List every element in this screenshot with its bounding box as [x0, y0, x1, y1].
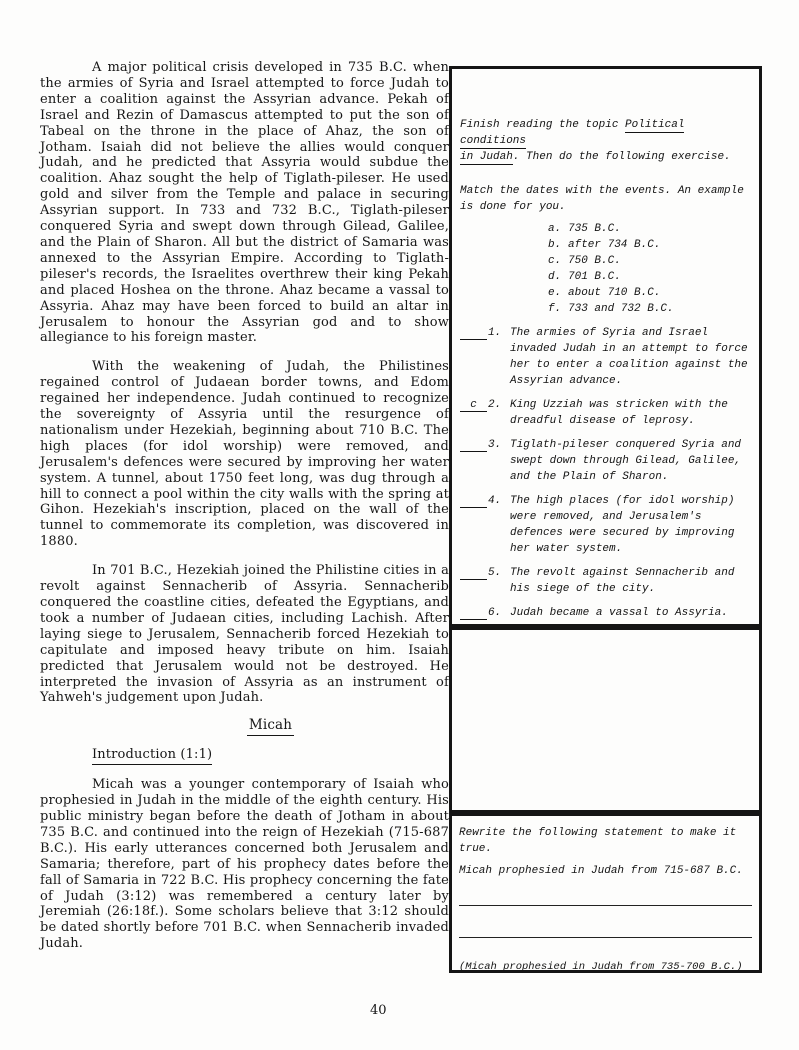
match-item-3 [460, 437, 751, 485]
item-number: 3. [488, 439, 502, 451]
date-option-e: e. about 710 B.C. [548, 287, 661, 299]
exercise-intro [460, 117, 751, 165]
intro-underlined-topic-2: in Judah [460, 151, 513, 163]
paragraph-political-crisis: A major political crisis developed in 735 B.C. when the armies of Syria and Israel attempted to force Judah to enter a coalition against the Assyrian advance. Pekah of Israel and Rezin of Damascus attempted to put the son of Tabeal on the throne in the place of Ahaz, the son of Jotham. Isaiah did not believe the allies would conquer Judah, and he predicted that Assyria would subdue the coalition. Ahaz sought the help of Tiglath-pileser. He used gold and silver from the Temple and palace in securing Assyrian support. In 733 and 732 B.C., Tiglath-pileser conquered Syria and swept down through Gilead, Galilee, and the Plain of Sharon. All but the district of Samaria was annexed to the Assyrian Empire. According to Tiglath-pileser's records, the Israelites overthrew their king Pekah and placed Hoshea on the throne. Ahaz became a vassal to Assyria. Ahaz may have been forced to build an altar in Jerusalem to honour the Assyrian god and to show allegiance to his foreign master. [40, 60, 449, 346]
item-number: 6. [488, 607, 502, 619]
page-number: 40 [370, 1003, 387, 1018]
match-item-5 [460, 565, 751, 597]
date-option-c: c. 750 B.C. [548, 255, 621, 267]
answer-line-2[interactable] [459, 937, 752, 938]
intro-text: Finish reading the topic [460, 119, 619, 131]
match-item-2 [460, 397, 751, 429]
exercise-box-rewrite [449, 813, 762, 973]
intro-text-2: . Then do the following exercise. [512, 151, 731, 163]
match-item-6 [460, 605, 751, 621]
intro-underlined-topic: Political conditions [460, 119, 685, 147]
match-item-1 [460, 325, 751, 389]
date-option-a: a. 735 B.C. [548, 223, 621, 235]
item-number: 1. [488, 327, 502, 339]
answer-blank-2[interactable]: c [460, 397, 487, 412]
paragraph-revolt-701: In 701 B.C., Hezekiah joined the Philistine cities in a revolt against Sennacherib of Assyria. Sennacherib conquered the coastline cities, defeated the Egyptians, and took a number of Judaean cities, including Lachish. After laying siege to Jerusalem, Sennacherib forced Hezekiah to capitulate and imposed heavy tribute on him. Isaiah predicted that Jerusalem would not be destroyed. He interpreted the invasion of Assyria as an instrument of Yahweh's judgement upon Judah. [40, 563, 449, 706]
section-heading-micah: Micah [40, 718, 449, 734]
article-column [40, 60, 449, 965]
item-text: The high places (for idol worship) were removed, and Jerusalem's defences were secured by improving her water system. [510, 495, 735, 555]
item-text: The revolt against Sennacherib and his siege of the city. [510, 567, 735, 595]
exercise-box-matching [449, 66, 762, 627]
subheading-introduction: Introduction (1:1) [40, 747, 449, 763]
answer-blank-1[interactable] [460, 325, 487, 340]
item-text: The armies of Syria and Israel invaded Judah in an attempt to force her to enter a coalition against the Assyrian advance. [510, 327, 748, 387]
answer-blank-5[interactable] [460, 565, 487, 580]
answer-blank-4[interactable] [460, 493, 487, 508]
date-option-f: f. 733 and 732 B.C. [548, 303, 674, 315]
match-item-4 [460, 493, 751, 557]
item-number: 2. [488, 399, 502, 411]
paragraph-weakening-judah: With the weakening of Judah, the Philistines regained control of Judaean border towns, and Edom regained her independence. Judah continued to recognize the sovereignty of Assyria until the resurgence of nationalism under Hezekiah, beginning about 710 B.C. The high places (for idol worship) were removed, and Jerusalem's defences were secured by improving her water system. A tunnel, about 1750 feet long, was dug through a hill to connect a pool within the city walls with the spring at Gihon. Hezekiah's inscription, placed on the wall of the tunnel to commemorate its completion, was discovered in 1880. [40, 359, 449, 550]
date-option-list [460, 221, 751, 317]
empty-workspace-box [449, 627, 762, 813]
rewrite-instruction: Rewrite the following statement to make it true. [459, 827, 737, 855]
date-option-b: b. after 734 B.C. [548, 239, 661, 251]
item-text: Tiglath-pileser conquered Syria and swept down through Gilead, Galilee, and the Plain of Sharon. [510, 439, 742, 483]
item-number: 5. [488, 567, 502, 579]
answer-blank-6[interactable] [460, 605, 487, 620]
answer-line-1[interactable] [459, 905, 752, 906]
item-text: Judah became a vassal to Assyria. [510, 607, 728, 619]
answer-blank-3[interactable] [460, 437, 487, 452]
item-text: King Uzziah was stricken with the dreadful disease of leprosy. [510, 399, 728, 427]
date-option-d: d. 701 B.C. [548, 271, 621, 283]
item-number: 4. [488, 495, 502, 507]
rewrite-statement: Micah prophesied in Judah from 715-687 B.C. [459, 865, 743, 877]
match-instruction: Match the dates with the events. An example is done for you. [460, 185, 744, 213]
rewrite-answer-key: (Micah prophesied in Judah from 735-700 B.C.) [459, 961, 743, 973]
paragraph-micah-intro: Micah was a younger contemporary of Isaiah who prophesied in Judah in the middle of the eighth century. His public ministry began before the death of Jotham in about 735 B.C. and continued into the reign of Hezekiah (715-687 B.C.). His early utterances concerned both Jerusalem and Samaria; therefore, part of his prophecy dates before the fall of Samaria in 722 B.C. His prophecy concerning the fate of Judah (3:12) was remembered a century later by Jeremiah (26:18f.). Some scholars believe that 3:12 should be dated shortly before 701 B.C. when Sennacherib invaded Judah. [40, 777, 449, 952]
